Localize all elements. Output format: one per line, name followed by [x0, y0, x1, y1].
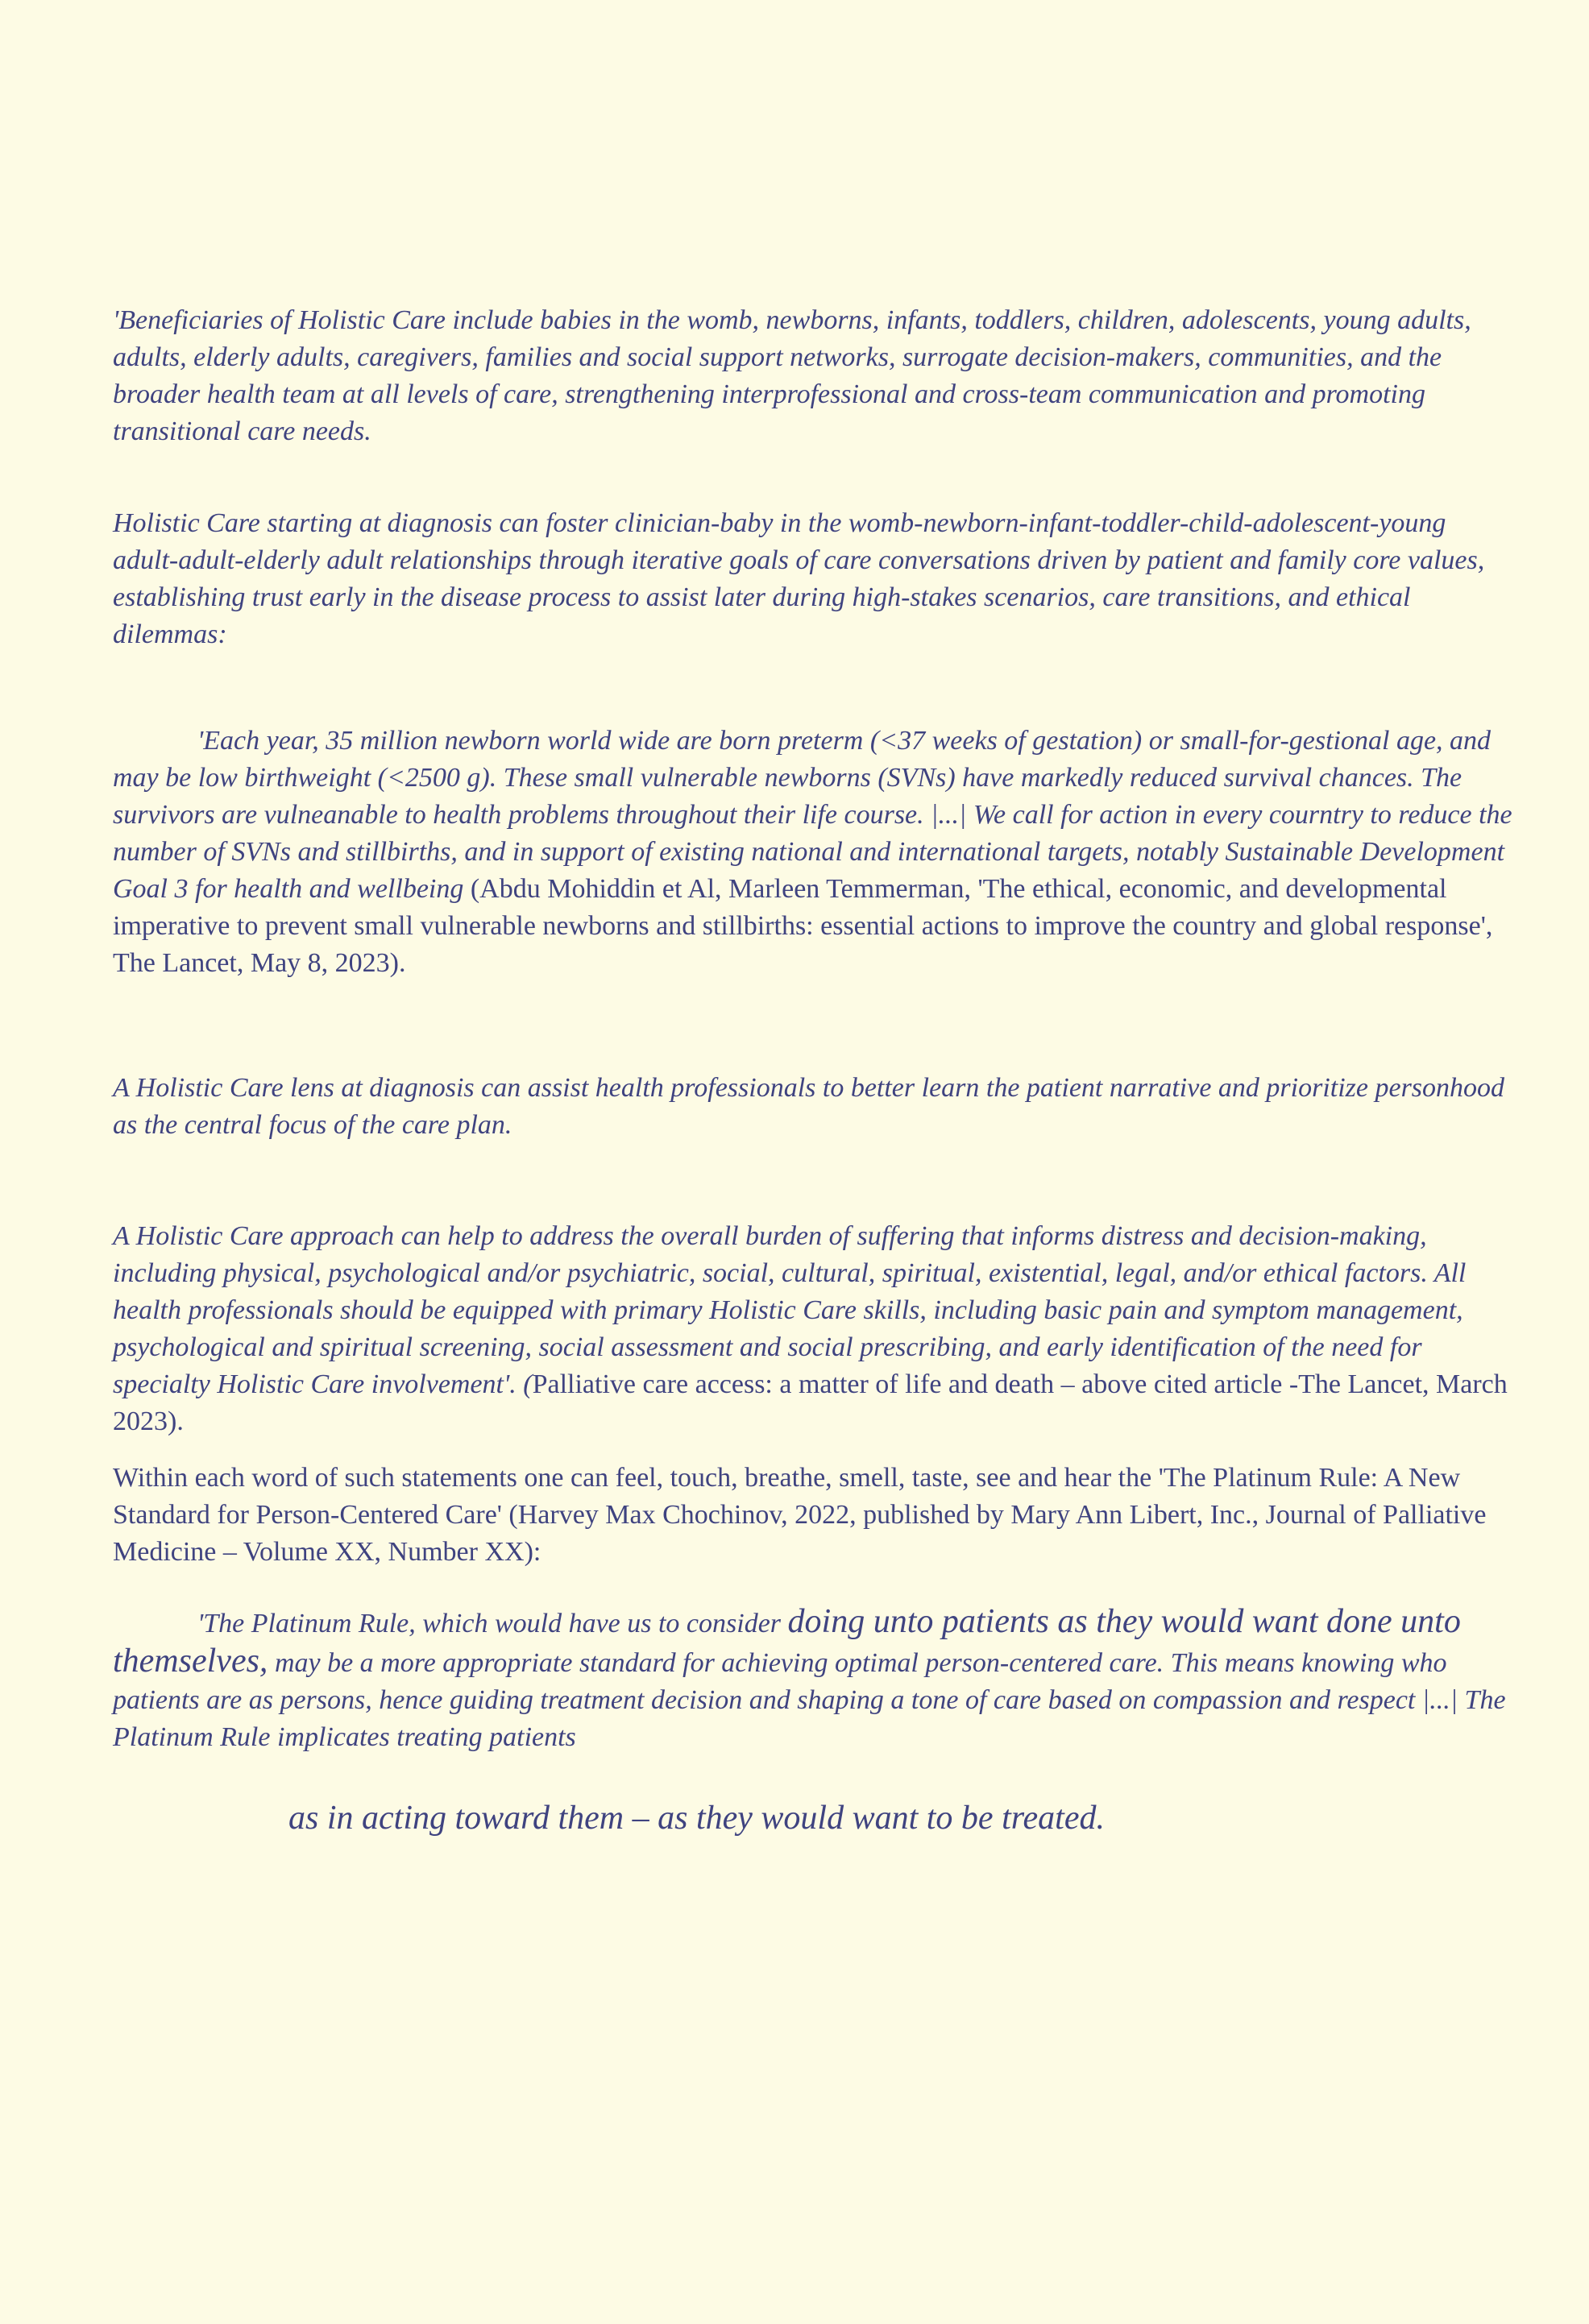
paragraph-holistic-care-approach	[113, 1218, 1515, 1440]
paragraph-holistic-care-lens	[113, 1070, 1515, 1144]
paragraph-holistic-care-diagnosis	[113, 505, 1515, 653]
closing-text: as in acting toward them – as they would want to be treated.	[288, 1800, 1105, 1837]
citation-text: (Abdu Mohiddin et Al, Marleen Temmerman, 'The ethical, economic, and developmental imperative to prevent small vulnerable newborns and stillbirths: essential actions to improve the country and global response', The Lancet, May 8, 2023).	[113, 874, 1493, 978]
paragraph-text: Within each word of such statements one can feel, touch, breathe, smell, taste, see and hear the 'The Platinum Rule: A New Standard for Person-Centered Care' (Harvey Max Chochinov, 2022, published by Mary Ann Libert, Inc., Journal of Palliative Medicine – Volume XX, Number XX):	[113, 1463, 1487, 1567]
paragraph-text: 'Beneficiaries of Holistic Care include babies in the womb, newborns, infants, toddlers, children, adolescents, young adults, adults, elderly adults, caregivers, families and social support networks, surrogate decision-makers, communities, and the broader health team at all levels of care, strengthening interprofessional and cross-team communication and promoting transitional care needs.	[113, 305, 1471, 446]
paragraph-text: Holistic Care starting at diagnosis can foster clinician-baby in the womb-newborn-infant-toddler-child-adolescent-young adult-adult-elderly adult relationships through iterative goals of care conversations driven by patient and family core values, establishing trust early in the disease process to assist later during high-stakes scenarios, care transitions, and ethical dilemmas:	[113, 508, 1485, 649]
quote-rest: may be a more appropriate standard for achieving optimal person-centered care. This means knowing who patients are as persons, hence guiding treatment decision and shaping a tone of care based on compassion and respect |...| The Platinum Rule implicates treating patients	[113, 1648, 1506, 1752]
paragraph-platinum-rule-intro	[113, 1460, 1515, 1571]
paragraph-beneficiaries	[113, 302, 1515, 450]
quote-lead: 'The Platinum Rule, which would have us to consider	[197, 1609, 788, 1638]
quote-platinum-rule	[113, 1603, 1515, 1756]
citation-text: Palliative care access: a matter of life and death – above cited article -The Lancet, March 2023).	[113, 1369, 1508, 1436]
paragraph-text: A Holistic Care approach can help to address the overall burden of suffering that informs distress and decision-making, including physical, psychological and/or psychiatric, social, cultural, spiritual, existential, legal, and/or ethical factors. All health professionals should be equipped with primary Holistic Care skills, including basic pain and symptom management, psychological and spiritual screening, social assessment and social prescribing, and early identification of the need for specialty Holistic Care involvement'. (	[113, 1221, 1467, 1399]
quote-emphasis: doing unto patients as they would want done unto themselves,	[113, 1603, 1461, 1680]
closing-line	[288, 1796, 1105, 1841]
quote-text: 'Each year, 35 million newborn world wide are born preterm (<37 weeks of gestation) or small-for-gestional age, and may be low birthweight (<2500 g). These small vulnerable newborns (SVNs) have markedly reduced survival chances. The survivors are vulneanable to health problems throughout their life course. |...| We call for action in every courntry to reduce the number of SVNs and stillbirths, and in support of existing national and international targets, notably Sustainable Development Goal 3 for health and wellbeing	[113, 726, 1512, 904]
quote-lancet-svn	[113, 723, 1515, 982]
paragraph-text: A Holistic Care lens at diagnosis can assist health professionals to better learn the patient narrative and prioritize personhood as the central focus of the care plan.	[113, 1073, 1505, 1140]
